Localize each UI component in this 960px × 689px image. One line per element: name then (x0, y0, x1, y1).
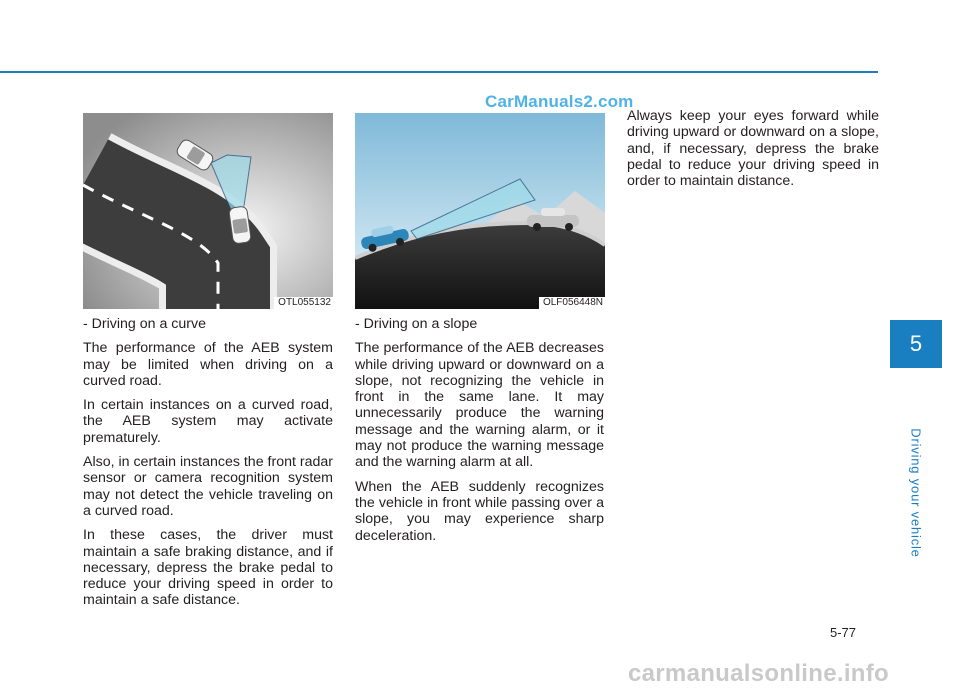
header-rule (0, 71, 878, 73)
curve-illustration (83, 113, 333, 309)
column-curve-text (83, 316, 333, 617)
paragraph: - Driving on a slope (355, 316, 478, 332)
paragraph: In certain instances on a curved road, the AEB system may activate prematurely. (83, 397, 333, 446)
paragraph: Also, in certain instances the front radar sensor or camera recognition system may not detect the vehicle traveling on a curved road. (83, 454, 333, 519)
figure-code: OLF056448N (539, 297, 605, 309)
chapter-title: Driving your vehicle (908, 428, 924, 558)
paragraph: The performance of the AEB decreases while driving upward or downward on a slope, not recognizing the vehicle in front in the same lane. It may unnecessarily produce the warning message and the warning alarm, or it may not produce the warning message and the warning alarm at all. (355, 340, 604, 471)
page-number: 5-77 (830, 625, 857, 640)
chapter-number-tab: 5 (890, 320, 942, 368)
column-advice-text (627, 108, 879, 197)
paragraph: The performance of the AEB system may be limited when driving on a curved road. (83, 340, 333, 389)
slope-illustration (355, 113, 605, 309)
paragraph: In these cases, the driver must maintain a safe braking distance, and if necessary, depress the brake pedal to reduce your driving speed in order to maintain a safe distance. (83, 527, 333, 609)
column-slope-text (355, 316, 604, 552)
paragraph: - Driving on a curve (83, 316, 207, 332)
paragraph: When the AEB suddenly recognizes the vehicle in front while passing over a slope, you may experience sharp deceleration. (355, 478, 604, 544)
watermark-top[interactable]: CarManuals2.com (485, 92, 634, 111)
paragraph: Always keep your eyes forward while driving upward or downward on a slope, and, if necessary, depress the brake pedal to reduce your driving speed in order to maintain distance. (627, 108, 879, 190)
figure-code: OTL055132 (274, 297, 333, 309)
watermark-bottom[interactable]: carmanualsonline.info (628, 660, 890, 687)
figure-slope (355, 113, 605, 309)
figure-curve (83, 113, 333, 309)
